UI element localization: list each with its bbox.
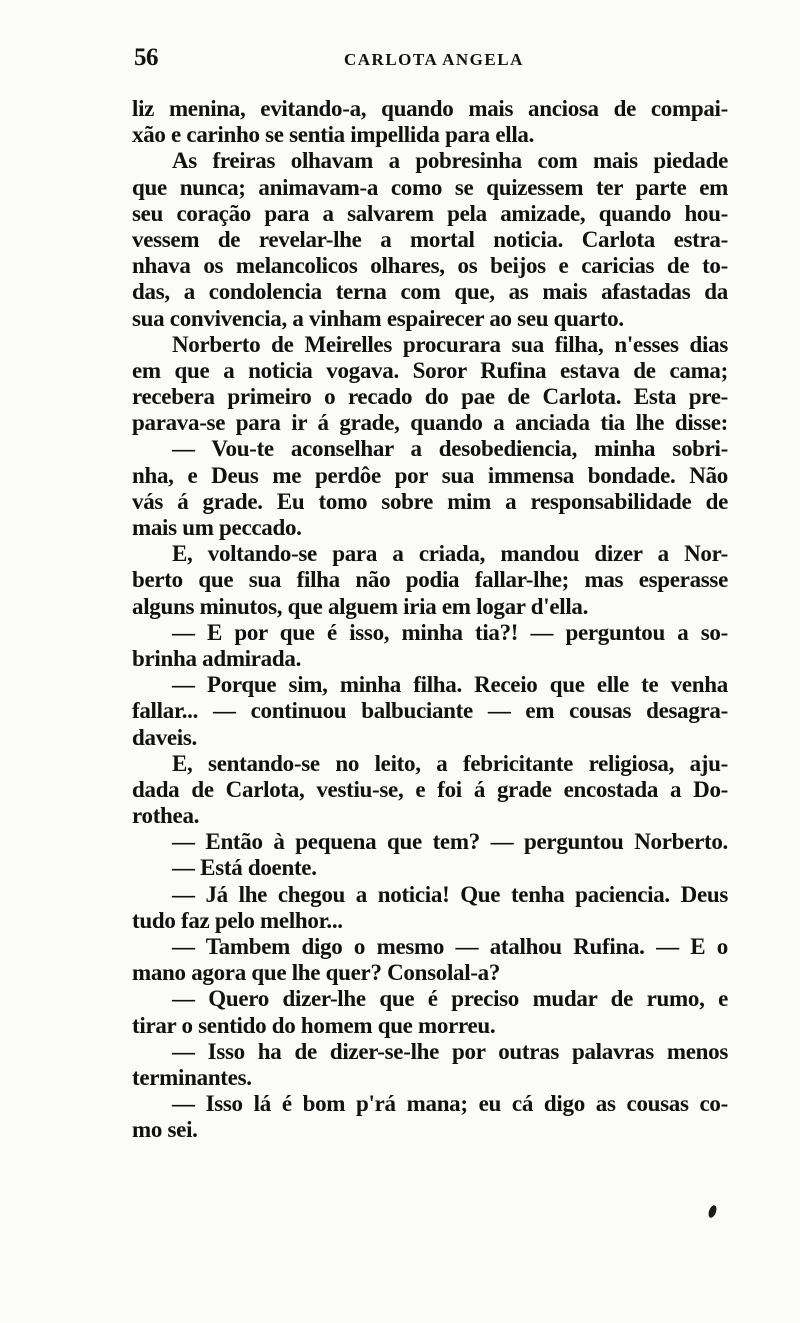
text-line: mo sei. — [132, 1117, 198, 1143]
text-line: — Então à pequena que tem? — perguntou Norberto. — [172, 829, 728, 855]
body-text — [132, 96, 728, 1144]
text-line: liz menina, evitando-a, quando mais anciosa de compai- — [132, 96, 728, 121]
text-line: brinha admirada. — [132, 645, 302, 671]
text-line: recebera primeiro o recado do pae de Carlota. Esta pre- — [132, 384, 728, 410]
text-line: terminantes. — [132, 1064, 252, 1090]
text-line: — Isso ha de dizer-se-lhe por outras palavras menos — [172, 1038, 728, 1064]
text-line: vás á grade. Eu tomo sobre mim a responsabilidade de — [132, 488, 728, 514]
text-line: — Já lhe chegou a noticia! Que tenha paciencia. Deus — [172, 881, 728, 907]
text-line: berto que sua filha não podia fallar-lhe; mas esperasse — [132, 567, 728, 593]
text-line: — Vou-te aconselhar a desobediencia, minha sobri- — [172, 436, 728, 462]
running-head — [134, 44, 726, 74]
text-line: fallar... — continuou balbuciante — em cousas desagra- — [132, 698, 728, 724]
text-line: nhava os melancolicos olhares, os beijos e caricias de to- — [132, 253, 728, 279]
text-line: nha, e Deus me perdôe por sua immensa bondade. Não — [132, 462, 728, 488]
text-line: — Quero dizer-lhe que é preciso mudar de rumo, e — [172, 986, 728, 1012]
text-line: rothea. — [132, 803, 200, 829]
text-line: vessem de revelar-lhe a mortal noticia. Carlota estra- — [132, 226, 728, 252]
text-line: em que a noticia vogava. Soror Rufina estava de cama; — [132, 357, 728, 383]
text-line: mano agora que lhe quer? Consolal-a? — [132, 960, 501, 986]
text-line: parava-se para ir á grade, quando a anciada tia lhe disse: — [132, 410, 728, 436]
text-line: — Tambem digo o mesmo — atalhou Rufina. — E o — [172, 934, 728, 959]
text-line: — Está doente. — [172, 855, 317, 881]
text-line: As freiras olhavam a pobresinha com mais piedade — [172, 148, 728, 174]
text-line: xão e carinho se sentia impellida para ella. — [132, 122, 535, 148]
text-line: mais um peccado. — [132, 515, 302, 540]
text-line: alguns minutos, que alguem iria em logar d'ella. — [132, 593, 589, 619]
text-line: que nunca; animavam-a como se quizessem ter parte em — [132, 174, 728, 200]
text-line: tudo faz pelo melhor... — [132, 907, 343, 933]
text-line: — Isso lá é bom p'rá mana; eu cá digo as cousas co- — [172, 1091, 728, 1117]
ink-speck — [707, 1204, 718, 1219]
text-line: E, voltando-se para a criada, mandou dizer a Nor- — [172, 541, 728, 567]
text-line: tirar o sentido do homem que morreu. — [132, 1012, 496, 1038]
text-line: sua convivencia, a vinham espairecer ao seu quarto. — [132, 305, 624, 331]
text-line: Norberto de Meirelles procurara sua filha, n'esses dias — [172, 331, 728, 357]
text-line: das, a condolencia terna com que, as mais afastadas da — [132, 279, 728, 305]
text-line: dada de Carlota, vestiu-se, e foi á grade encostada a Do- — [132, 776, 728, 802]
page-number: 56 — [134, 44, 158, 71]
running-title: CARLOTA ANGELA — [344, 50, 524, 69]
text-line: daveis. — [132, 724, 197, 750]
text-line: seu coração para a salvarem pela amizade, quando hou- — [132, 200, 728, 226]
text-line: E, sentando-se no leito, a febricitante religiosa, aju- — [172, 750, 728, 776]
text-line: — Porque sim, minha filha. Receio que elle te venha — [172, 672, 728, 698]
text-line: — E por que é isso, minha tia?! — perguntou a so- — [172, 619, 728, 645]
